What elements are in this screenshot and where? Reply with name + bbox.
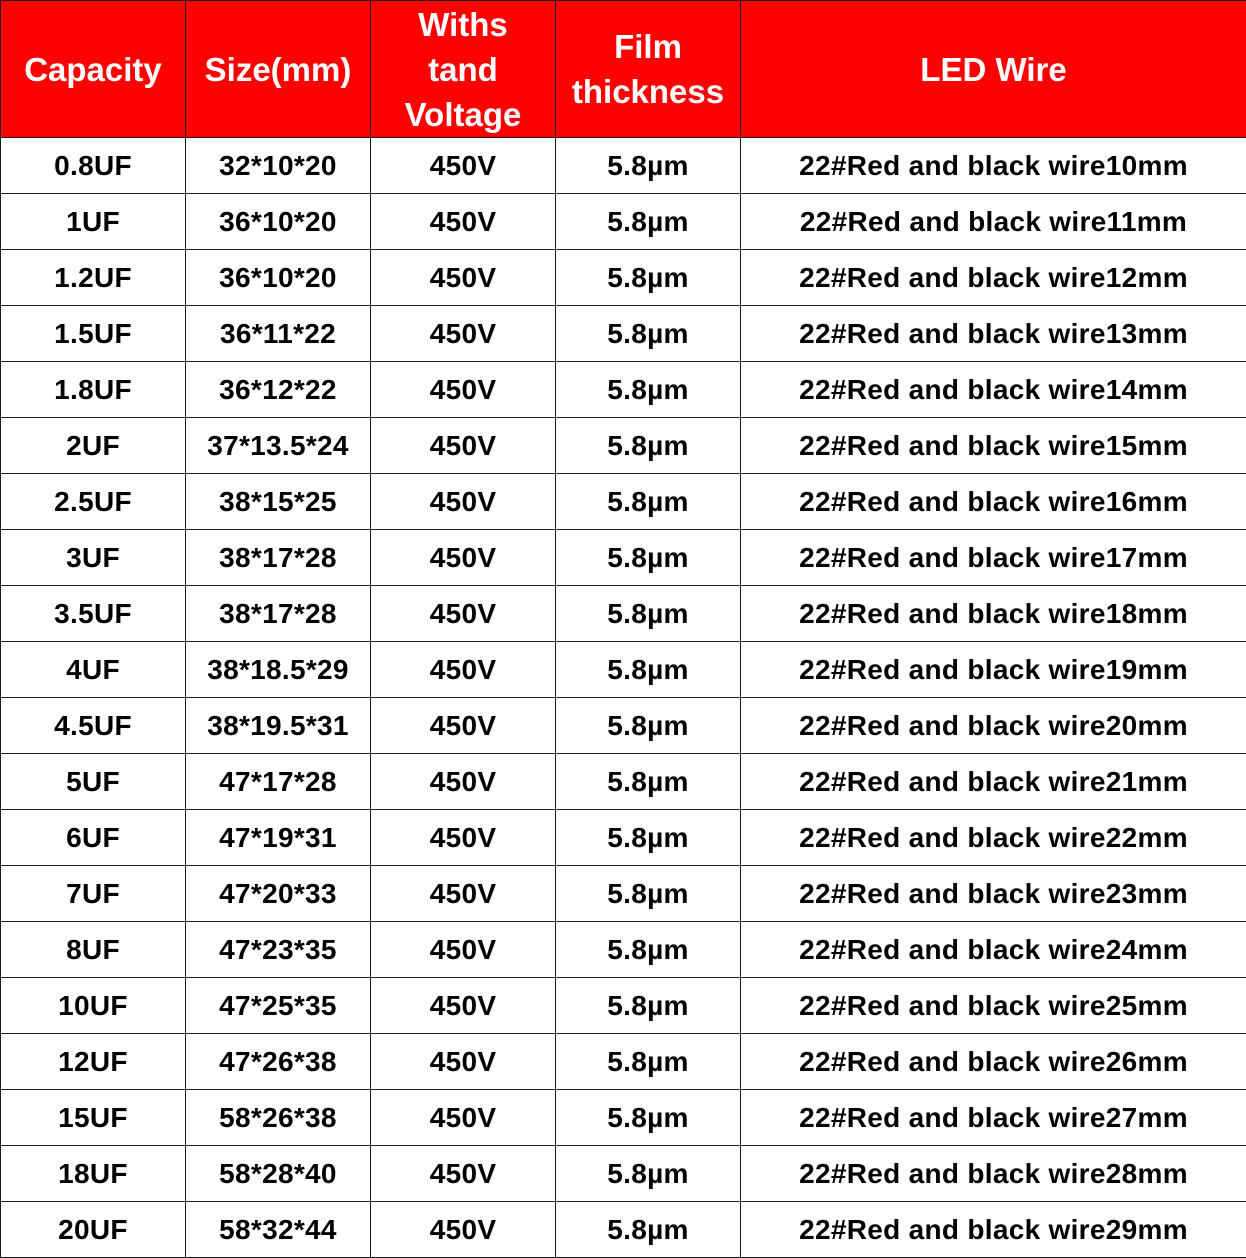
cell-size: 38*18.5*29 (186, 642, 371, 698)
cell-led-wire: 22#Red and black wire12mm (741, 250, 1246, 306)
table-row (1, 1090, 1246, 1146)
cell-film-thickness: 5.8µm (556, 418, 741, 474)
cell-capacity: 1.8UF (1, 362, 186, 418)
cell-film-thickness: 5.8µm (556, 1202, 741, 1258)
cell-led-wire: 22#Red and black wire22mm (741, 810, 1246, 866)
cell-film-thickness: 5.8µm (556, 530, 741, 586)
cell-film-thickness: 5.8µm (556, 362, 741, 418)
cell-size: 58*26*38 (186, 1090, 371, 1146)
cell-size: 47*19*31 (186, 810, 371, 866)
cell-voltage: 450V (371, 138, 556, 194)
table-row (1, 306, 1246, 362)
table-row (1, 1034, 1246, 1090)
cell-led-wire: 22#Red and black wire19mm (741, 642, 1246, 698)
cell-voltage: 450V (371, 1146, 556, 1202)
cell-film-thickness: 5.8µm (556, 1034, 741, 1090)
header-film-line-2: thickness (571, 73, 725, 110)
cell-capacity: 12UF (1, 1034, 186, 1090)
cell-capacity: 10UF (1, 978, 186, 1034)
cell-size: 36*10*20 (186, 250, 371, 306)
cell-led-wire: 22#Red and black wire24mm (741, 922, 1246, 978)
cell-size: 47*23*35 (186, 922, 371, 978)
cell-led-wire: 22#Red and black wire17mm (741, 530, 1246, 586)
header-film-line-1: Film (614, 28, 682, 65)
table-row (1, 978, 1246, 1034)
cell-capacity: 1.5UF (1, 306, 186, 362)
cell-film-thickness: 5.8µm (556, 698, 741, 754)
cell-capacity: 7UF (1, 866, 186, 922)
cell-voltage: 450V (371, 1090, 556, 1146)
table-row (1, 754, 1246, 810)
cell-film-thickness: 5.8µm (556, 754, 741, 810)
cell-size: 38*19.5*31 (186, 698, 371, 754)
table-row (1, 194, 1246, 250)
cell-capacity: 2.5UF (1, 474, 186, 530)
cell-film-thickness: 5.8µm (556, 978, 741, 1034)
table-row (1, 418, 1246, 474)
table-row (1, 1202, 1246, 1258)
cell-voltage: 450V (371, 978, 556, 1034)
header-capacity (1, 1, 186, 138)
table-row (1, 362, 1246, 418)
cell-voltage: 450V (371, 866, 556, 922)
cell-voltage: 450V (371, 1034, 556, 1090)
table-row (1, 138, 1246, 194)
cell-film-thickness: 5.8µm (556, 1146, 741, 1202)
cell-voltage: 450V (371, 362, 556, 418)
cell-size: 36*10*20 (186, 194, 371, 250)
cell-film-thickness: 5.8µm (556, 138, 741, 194)
header-film-thickness (556, 1, 741, 138)
cell-voltage: 450V (371, 474, 556, 530)
cell-led-wire: 22#Red and black wire25mm (741, 978, 1246, 1034)
cell-capacity: 2UF (1, 418, 186, 474)
cell-voltage: 450V (371, 194, 556, 250)
cell-led-wire: 22#Red and black wire11mm (741, 194, 1246, 250)
table-row (1, 810, 1246, 866)
table-row (1, 586, 1246, 642)
cell-size: 38*17*28 (186, 586, 371, 642)
cell-capacity: 0.8UF (1, 138, 186, 194)
cell-voltage: 450V (371, 418, 556, 474)
cell-voltage: 450V (371, 810, 556, 866)
cell-size: 36*11*22 (186, 306, 371, 362)
cell-voltage: 450V (371, 754, 556, 810)
cell-led-wire: 22#Red and black wire10mm (741, 138, 1246, 194)
cell-film-thickness: 5.8µm (556, 474, 741, 530)
cell-led-wire: 22#Red and black wire29mm (741, 1202, 1246, 1258)
table-row (1, 866, 1246, 922)
cell-film-thickness: 5.8µm (556, 586, 741, 642)
cell-film-thickness: 5.8µm (556, 1090, 741, 1146)
cell-size: 58*28*40 (186, 1146, 371, 1202)
cell-capacity: 3.5UF (1, 586, 186, 642)
cell-led-wire: 22#Red and black wire18mm (741, 586, 1246, 642)
cell-size: 47*26*38 (186, 1034, 371, 1090)
table-row (1, 250, 1246, 306)
cell-led-wire: 22#Red and black wire20mm (741, 698, 1246, 754)
table-row (1, 922, 1246, 978)
cell-size: 38*15*25 (186, 474, 371, 530)
cell-film-thickness: 5.8µm (556, 866, 741, 922)
cell-film-thickness: 5.8µm (556, 922, 741, 978)
header-row (1, 1, 1246, 138)
cell-voltage: 450V (371, 306, 556, 362)
header-led-wire (741, 1, 1246, 138)
table-row (1, 642, 1246, 698)
header-voltage-line-1: Withs (418, 5, 508, 43)
cell-capacity: 1.2UF (1, 250, 186, 306)
cell-capacity: 5UF (1, 754, 186, 810)
cell-voltage: 450V (371, 250, 556, 306)
cell-led-wire: 22#Red and black wire16mm (741, 474, 1246, 530)
cell-led-wire: 22#Red and black wire23mm (741, 866, 1246, 922)
table-body (1, 138, 1246, 1258)
cell-capacity: 18UF (1, 1146, 186, 1202)
table-row (1, 1146, 1246, 1202)
header-capacity-line: Capacity (24, 50, 162, 88)
cell-voltage: 450V (371, 922, 556, 978)
table-row (1, 474, 1246, 530)
cell-size: 36*12*22 (186, 362, 371, 418)
cell-led-wire: 22#Red and black wire28mm (741, 1146, 1246, 1202)
cell-led-wire: 22#Red and black wire27mm (741, 1090, 1246, 1146)
header-size (186, 1, 371, 138)
header-wire-line: LED Wire (920, 50, 1067, 88)
cell-voltage: 450V (371, 698, 556, 754)
cell-size: 37*13.5*24 (186, 418, 371, 474)
cell-capacity: 4.5UF (1, 698, 186, 754)
cell-voltage: 450V (371, 586, 556, 642)
cell-capacity: 6UF (1, 810, 186, 866)
header-voltage-line-3: Voltage (404, 95, 522, 133)
cell-size: 38*17*28 (186, 530, 371, 586)
cell-capacity: 15UF (1, 1090, 186, 1146)
table-row (1, 698, 1246, 754)
cell-capacity: 8UF (1, 922, 186, 978)
cell-capacity: 4UF (1, 642, 186, 698)
cell-capacity: 20UF (1, 1202, 186, 1258)
cell-led-wire: 22#Red and black wire26mm (741, 1034, 1246, 1090)
cell-led-wire: 22#Red and black wire13mm (741, 306, 1246, 362)
table-row (1, 530, 1246, 586)
cell-film-thickness: 5.8µm (556, 642, 741, 698)
cell-led-wire: 22#Red and black wire14mm (741, 362, 1246, 418)
cell-capacity: 3UF (1, 530, 186, 586)
cell-led-wire: 22#Red and black wire15mm (741, 418, 1246, 474)
cell-size: 47*20*33 (186, 866, 371, 922)
cell-film-thickness: 5.8µm (556, 250, 741, 306)
cell-size: 47*25*35 (186, 978, 371, 1034)
cell-voltage: 450V (371, 642, 556, 698)
cell-voltage: 450V (371, 1202, 556, 1258)
cell-film-thickness: 5.8µm (556, 810, 741, 866)
cell-film-thickness: 5.8µm (556, 194, 741, 250)
header-size-line: Size(mm) (204, 50, 352, 88)
cell-capacity: 1UF (1, 194, 186, 250)
cell-led-wire: 22#Red and black wire21mm (741, 754, 1246, 810)
cell-size: 47*17*28 (186, 754, 371, 810)
header-voltage (371, 1, 556, 138)
cell-size: 32*10*20 (186, 138, 371, 194)
cell-film-thickness: 5.8µm (556, 306, 741, 362)
header-voltage-line-2: tand (428, 50, 498, 88)
cell-size: 58*32*44 (186, 1202, 371, 1258)
cell-voltage: 450V (371, 530, 556, 586)
